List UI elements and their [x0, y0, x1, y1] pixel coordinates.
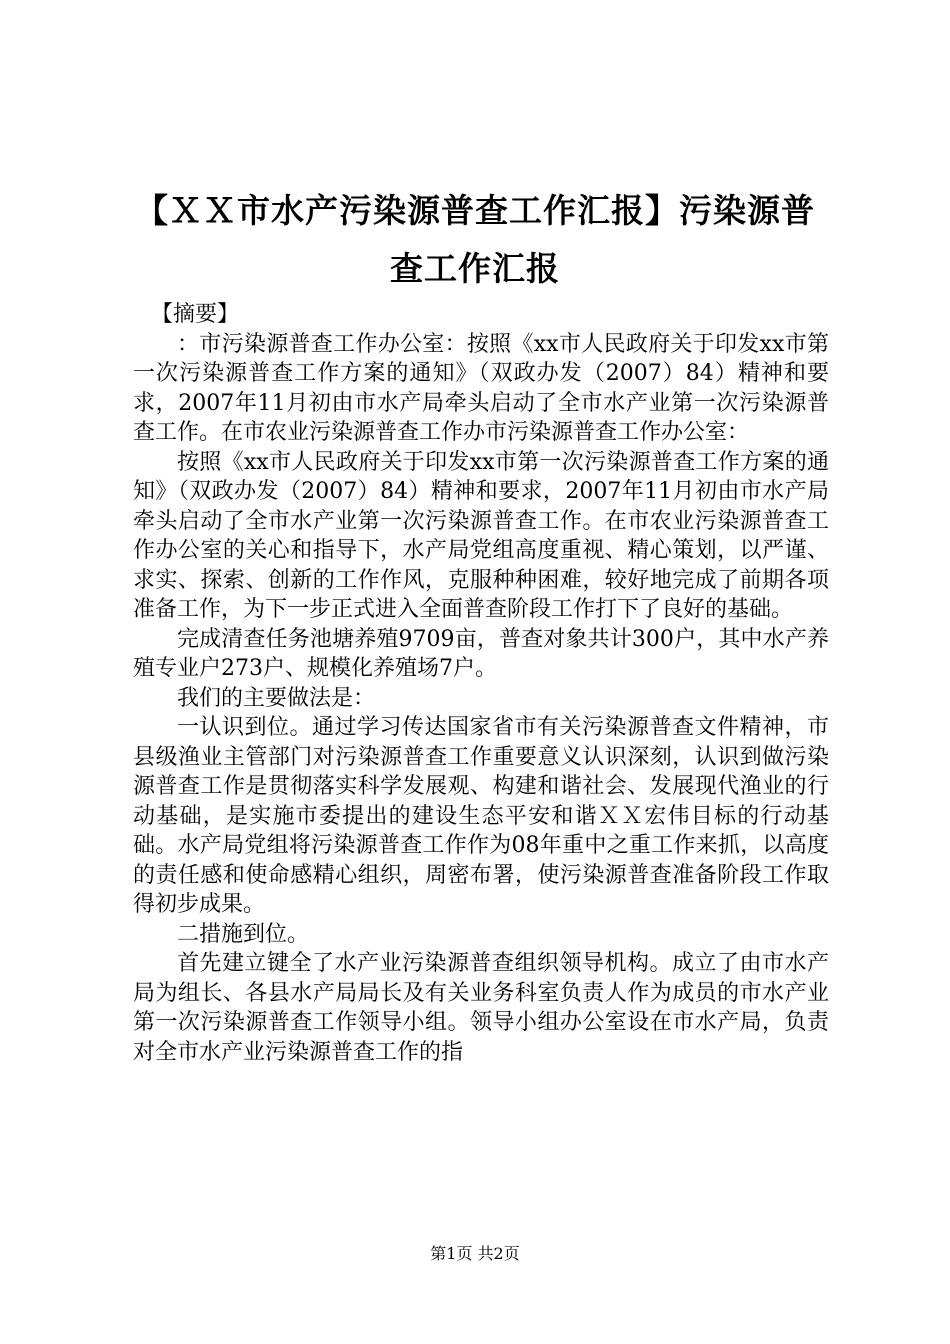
paragraph-4: 我们的主要做法是： — [177, 685, 376, 711]
document-title: 【ＸＸ市水产污染源普查工作汇报】污染源普查工作汇报 — [135, 191, 815, 288]
paragraph-1: ：市污染源普查工作办公室：按照《xx市人民政府关于印发xx市第一次污染源普查工作方案的通知》（双政办发（2007）84）精神和要求，2007年11月初由市水产局牵头启动了全市水产业第一次污染源普查工作。在市农业污染源普查工作办市污染源普查工作办公室： — [133, 331, 829, 445]
paragraph-6: 二措施到位。 — [177, 921, 310, 947]
paragraph-2: 按照《xx市人民政府关于印发xx市第一次污染源普查工作方案的通知》（双政办发（2007）84）精神和要求，2007年11月初由市水产局牵头启动了全市水产业第一次污染源普查工作。在市农业污染源普查工作办公室的关心和指导下，水产局党组高度重视、精心策划，以严谨、求实、探索、创新的工作作风，克服种种困难，较好地完成了前期各项准备工作，为下一步正式进入全面普查阶段工作打下了良好的基础。 — [133, 449, 829, 622]
document-body — [133, 300, 829, 1067]
paragraph-5: 一认识到位。通过学习传达国家省市有关污染源普查文件精神，市县级渔业主管部门对污染源普查工作重要意义认识深刻，认识到做污染源普查工作是贯彻落实科学发展观、构建和谐社会、发展现代渔业的行动基础，是实施市委提出的建设生态平安和谐ＸＸ宏伟目标的行动基础。水产局党组将污染源普查工作作为08年重中之重工作来抓，以高度的责任感和使命感精心组织，周密布署，使污染源普查准备阶段工作取得初步成果。 — [133, 715, 829, 917]
page-footer: 第1页 共2页 — [430, 1244, 520, 1263]
paragraph-7: 首先建立键全了水产业污染源普查组织领导机构。成立了由市水产局为组长、各县水产局局长及有关业务科室负责人作为成员的市水产业第一次污染源普查工作领导小组。领导小组办公室设在市水产局，负责对全市水产业污染源普查工作的指 — [133, 951, 829, 1065]
paragraph-3: 完成清查任务池塘养殖9709亩，普查对象共计300户，其中水产养殖专业户273户、规模化养殖场7户。 — [133, 626, 829, 681]
abstract-label: 【摘要】 — [151, 302, 240, 327]
